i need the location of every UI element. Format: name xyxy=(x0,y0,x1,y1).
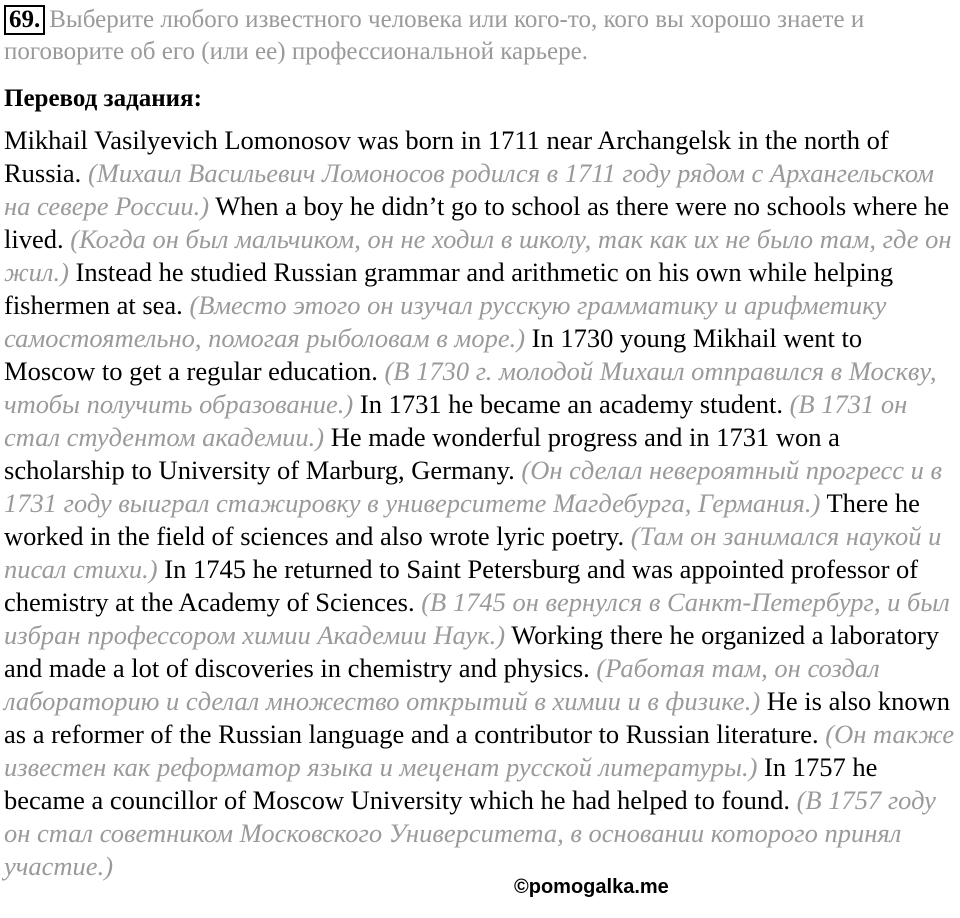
russian-translation: (Михаил Васильевич Ломоносов родился в 1711 году рядом с Архангельском на севере России.) xyxy=(4,158,934,221)
russian-translation: (Там он занимался наукой и писал стихи.) xyxy=(4,521,942,584)
english-sentence: When a boy he didn’t go to school as there were no schools where he lived. xyxy=(4,191,950,254)
english-sentence: He made wonderful progress and in 1731 won a scholarship to University of Marburg, Germany. xyxy=(4,422,840,485)
task-statement xyxy=(4,4,954,68)
task-number: 69. xyxy=(4,5,45,35)
russian-translation: (Работая там, он создал лабораторию и сделал множество открытий в химии и в физике.) xyxy=(4,653,880,716)
english-sentence: In 1730 young Mikhail went to Moscow to get a regular education. xyxy=(4,323,863,386)
russian-translation: (В 1757 году он стал советником Московского Университета, в основании которого принял участие.) xyxy=(4,785,936,881)
russian-translation: (В 1730 г. молодой Михаил отправился в Москву, чтобы получить образование.) xyxy=(4,356,937,419)
english-sentence: In 1731 he became an academy student. xyxy=(359,389,783,419)
english-sentence: In 1745 he returned to Saint Petersburg and was appointed professor of chemistry at the Academy of Sciences. xyxy=(4,554,919,617)
answer-text xyxy=(4,124,958,883)
english-sentence: Instead he studied Russian grammar and arithmetic on his own while helping fishermen at sea. xyxy=(4,257,894,320)
english-sentence: He is also known as a reformer of the Russian language and a contributor to Russian literature. xyxy=(4,686,951,749)
watermark: ©pomogalka.me xyxy=(514,876,669,898)
english-sentence: In 1757 he became a councillor of Moscow University which he had helped to found. xyxy=(4,752,878,815)
russian-translation: (Вместо этого он изучал русскую грамматику и арифметику самостоятельно, помогая рыболовам в море.) xyxy=(4,290,887,353)
russian-translation: (В 1745 он вернулся в Санкт-Петербург, и был избран профессором химии Академии Наук.) xyxy=(4,587,950,650)
translation-heading: Перевод задания: xyxy=(4,85,202,112)
russian-translation: (В 1731 он стал студентом академии.) xyxy=(4,389,908,452)
russian-translation: (Когда он был мальчиком, он не ходил в школу, так как их не было там, где он жил.) xyxy=(4,224,952,287)
english-sentence: Mikhail Vasilyevich Lomonosov was born in 1711 near Archangelsk in the north of Russia. xyxy=(4,125,889,188)
english-sentence: Working there he organized a laboratory and made a lot of discoveries in chemistry and physics. xyxy=(4,620,940,683)
task-text: Выберите любого известного человека или кого-то, кого вы хорошо знаете и поговорите об его (или ее) профессиональной карьере. xyxy=(4,6,865,65)
english-sentence: There he worked in the field of sciences and also wrote lyric poetry. xyxy=(4,488,920,551)
russian-translation: (Он также известен как реформатор языка и меценат русской литературы.) xyxy=(4,719,955,782)
russian-translation: (Он сделал невероятный прогресс и в 1731 году выиграл стажировку в университете Магдебурга, Германия.) xyxy=(4,455,943,518)
